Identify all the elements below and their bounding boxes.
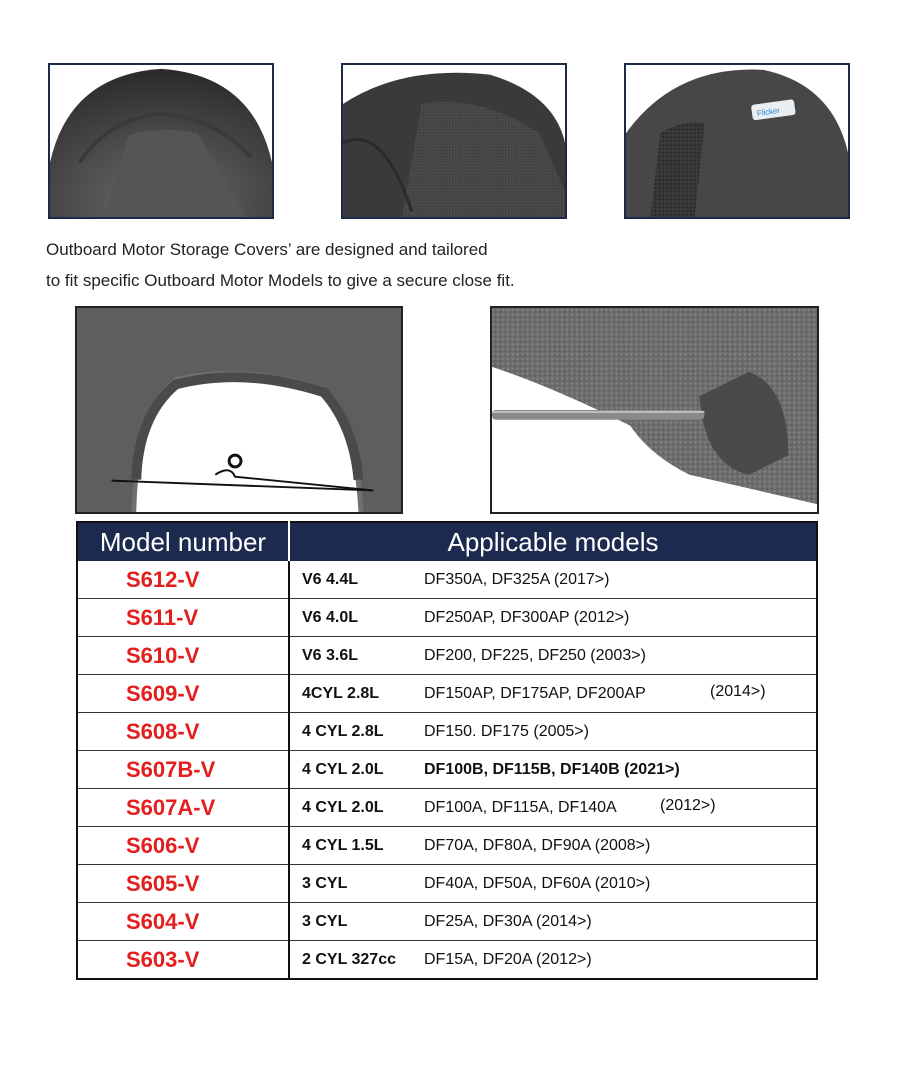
engine-spec: V6 3.6L [302, 646, 359, 664]
table-row [77, 713, 817, 751]
model-code: S608-V [77, 713, 289, 751]
intro-line-1: Outboard Motor Storage Covers’ are designed and tailored [46, 240, 488, 259]
applicable-models: DF15A, DF20A (2012>) [424, 950, 592, 968]
model-spec [289, 903, 817, 941]
engine-spec: 2 CYL 327cc [302, 950, 396, 968]
engine-spec: 4 CYL 2.8L [302, 722, 384, 740]
table-row [77, 637, 817, 675]
cover-photo-bottom-right [490, 306, 819, 514]
brand-label-text: Flicker [756, 105, 781, 118]
model-code: S606-V [77, 827, 289, 865]
cover-photo-top-middle [341, 63, 567, 219]
cover-photo-top-left [48, 63, 274, 219]
intro-line-2: to fit specific Outboard Motor Models to give a secure close fit. [46, 271, 515, 290]
applicable-models: DF350A, DF325A (2017>) [424, 570, 610, 588]
engine-spec: 3 CYL [302, 874, 348, 892]
engine-spec: V6 4.4L [302, 570, 359, 588]
applicable-models: DF40A, DF50A, DF60A (2010>) [424, 874, 651, 892]
model-spec [289, 599, 817, 637]
model-table [76, 521, 818, 980]
engine-spec: 4 CYL 2.0L [302, 798, 384, 816]
cover-label-illustration [626, 65, 848, 217]
model-spec [289, 675, 817, 713]
model-code: S605-V [77, 865, 289, 903]
model-spec [289, 713, 817, 751]
engine-spec: 3 CYL [302, 912, 348, 930]
table-row [77, 903, 817, 941]
model-code: S609-V [77, 675, 289, 713]
header-model-number: Model number [77, 522, 289, 561]
applicable-models: DF150. DF175 (2005>) [424, 722, 589, 740]
model-code: S612-V [77, 561, 289, 599]
applicable-models: DF200, DF225, DF250 (2003>) [424, 646, 646, 664]
table-row [77, 789, 817, 827]
model-spec [289, 941, 817, 980]
model-spec [289, 827, 817, 865]
cover-top-illustration [50, 65, 272, 217]
table-header-row [77, 522, 817, 561]
year-range: (2014>) [710, 683, 766, 700]
model-code: S604-V [77, 903, 289, 941]
table-row [77, 865, 817, 903]
cover-photo-top-right [624, 63, 850, 219]
cover-side-illustration [343, 65, 565, 217]
engine-spec: V6 4.0L [302, 608, 359, 626]
year-range: (2012>) [660, 797, 716, 814]
model-code: S603-V [77, 941, 289, 980]
engine-spec: 4CYL 2.8L [302, 684, 380, 702]
model-spec [289, 637, 817, 675]
engine-spec: 4 CYL 1.5L [302, 836, 384, 854]
table-row [77, 827, 817, 865]
model-spec [289, 751, 817, 789]
table-row [77, 561, 817, 599]
cover-photo-bottom-left [75, 306, 403, 514]
table-row [77, 751, 817, 789]
felt-lining-illustration [492, 308, 817, 512]
applicable-models: DF150AP, DF175AP, DF200AP [424, 684, 646, 702]
engine-spec: 4 CYL 2.0L [302, 760, 384, 778]
model-code: S610-V [77, 637, 289, 675]
model-spec [289, 789, 817, 827]
applicable-models: DF250AP, DF300AP (2012>) [424, 608, 630, 626]
intro-text [46, 234, 515, 296]
model-code: S611-V [77, 599, 289, 637]
model-code: S607B-V [77, 751, 289, 789]
table-row [77, 599, 817, 637]
applicable-models: DF100B, DF115B, DF140B (2021>) [424, 760, 680, 778]
applicable-models: DF25A, DF30A (2014>) [424, 912, 592, 930]
applicable-models: DF100A, DF115A, DF140A [424, 798, 617, 816]
table-row [77, 941, 817, 980]
model-code: S607A-V [77, 789, 289, 827]
table-row [77, 675, 817, 713]
drawstring-illustration [77, 308, 401, 512]
applicable-models: DF70A, DF80A, DF90A (2008>) [424, 836, 651, 854]
header-applicable-models: Applicable models [289, 522, 817, 561]
model-spec [289, 561, 817, 599]
model-spec [289, 865, 817, 903]
